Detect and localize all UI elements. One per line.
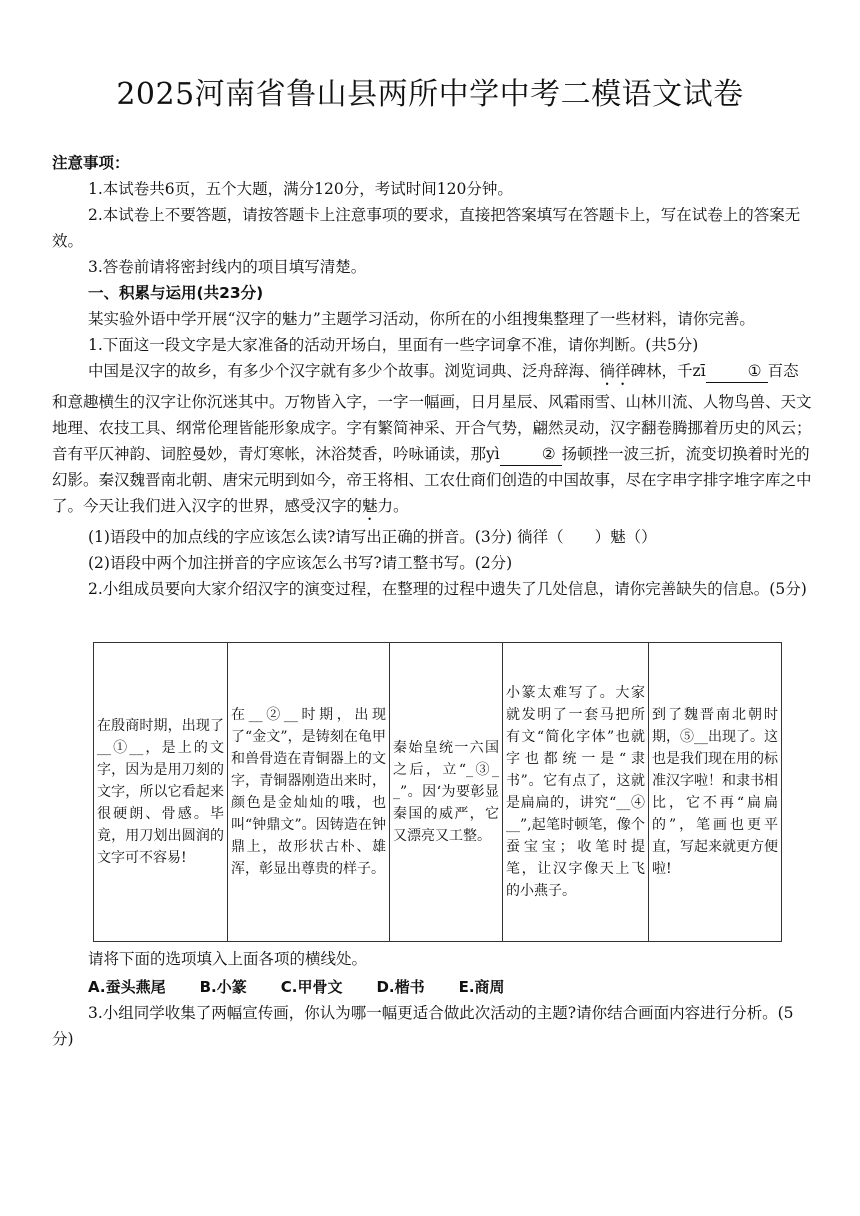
notice-item-1: 1.本试卷共6页，五个大题，满分120分，考试时间120分钟。	[88, 180, 513, 198]
passage-part-e: 力。	[377, 497, 409, 515]
section-heading: 一、积累与运用(共23分)	[88, 284, 264, 302]
passage-dotted-word-2: 魅	[362, 497, 378, 515]
blank-1[interactable]: ①	[706, 360, 768, 383]
table-cell-bronze: 在__②__时期，出现了“金文”，是铸刻在龟甲和兽骨造在青铜器上的文字，青铜器刚造出来时，颜色是金灿灿的哦，也叫“钟鼎文”。因铸造在钟鼎上，故形状古朴、雄浑，彰显出尊贵的样子。	[228, 643, 390, 942]
passage-part-d: 扬顿挫一波三折，流变切换着时光的幻影。秦汉魏晋南北朝、唐宋元明到如今，帝王将相、工农仕商们创造的中国故事，尽在字串字排字堆字库之中了。今天让我们进入汉字的世界，感受汉字的	[52, 445, 812, 515]
passage-part-a: 中国是汉字的故乡，有多少个汉字就有多少个故事。浏览词典、泛舟辞海、	[88, 362, 600, 380]
question-2-stem: 2.小组成员要向大家介绍汉字的演变过程，在整理的过程中遗失了几处信息，请你完善缺失的信息。(5分)	[88, 580, 807, 598]
table-cell-seal: 秦始皇统一六国之后，立“_③__”。因‘为要彰显秦国的威严，它又漂亮又工整。	[390, 643, 503, 942]
options-instruction: 请将下面的选项填入上面各项的横线处。	[88, 950, 368, 968]
exam-body	[52, 150, 812, 602]
question-3-stem: 3.小组同学收集了两幅宣传画，你认为哪一幅更适合做此次活动的主题?请你结合画面内容进行分析。(5分)	[52, 1004, 794, 1048]
table-cell-regular: 到了魏晋南北朝时期，⑤__出现了。这也是我们现在用的标准汉字啦！和隶书相比，它不再“扁扁的”，笔画也更平直，写起来就更方便啦!	[649, 643, 782, 942]
notice-item-3: 3.答卷前请将密封线内的项目填写清楚。	[88, 258, 367, 276]
evolution-table	[93, 642, 782, 942]
passage-part-b: 碑林，千zī	[630, 362, 706, 380]
option-c: C.甲骨文	[280, 978, 343, 996]
option-b: B.小篆	[199, 978, 247, 996]
notice-item-2: 2.本试卷上不要答题，请按答题卡上注意事项的要求，直接把答案填写在答题卡上，写在试卷上的答案无效。	[52, 206, 801, 250]
blank-2[interactable]: ②	[500, 443, 562, 466]
question-1-passage	[52, 358, 812, 524]
option-d: D.楷书	[376, 978, 425, 996]
option-a: A.蚕头燕尾	[88, 978, 166, 996]
passage-dotted-word-1: 徜徉	[599, 362, 631, 380]
question-1-stem: 1.下面这一段文字是大家准备的活动开场白，里面有一些字词拿不准，请你判断。(共5分)	[88, 336, 699, 354]
table-cell-oracle: 在殷商时期，出现了__①__，是上的文字，因为是用刀刻的文字，所以它看起来很硬朗、骨感。毕竟，用刀划出圆润的文字可不容易!	[94, 643, 228, 942]
passage-part-c: 百态和意趣横生的汉字让你沉迷其中。万物皆入字，一字一幅画，日月星辰、风霜雨雪、山林川流、人物鸟兽、天文地理、农技工具、纲常伦理皆能形象成字。字有繁简神采、开合气势，翩然灵动，汉字翻卷腾挪着历史的风云；音有平仄神韵、词腔曼妙，青灯寒帐，沐浴焚香，吟咏诵读，那yì	[52, 362, 812, 463]
table-row	[94, 643, 782, 942]
question-1-sub-2: (2)语段中两个加注拼音的字应该怎么书写?请工整书写。(2分)	[88, 554, 513, 572]
question-1-sub-1: (1)语段中的加点线的字应该怎么读?请写出正确的拼音。(3分) 徜徉（ ）魅（）	[88, 528, 657, 546]
table-cell-clerical: 小篆太难写了。大家就发明了一套马把所有文“简化字体”也就字也都统一是“隶书”。它有点了，这就是扁扁的，讲究“__④__”,起笔时顿笔，像个蚕宝宝；收笔时提笔，让汉字像天上飞的小燕子。	[503, 643, 649, 942]
section-intro: 某实验外语中学开展“汉字的魅力”主题学习活动，你所在的小组搜集整理了一些材料，请你完善。	[88, 310, 755, 328]
page-title: 2025河南省鲁山县两所中学中考二模语文试卷	[116, 77, 744, 112]
after-table	[52, 946, 812, 1052]
option-e: E.商周	[458, 978, 505, 996]
option-list	[88, 974, 812, 1000]
notice-heading: 注意事项：	[52, 154, 130, 172]
